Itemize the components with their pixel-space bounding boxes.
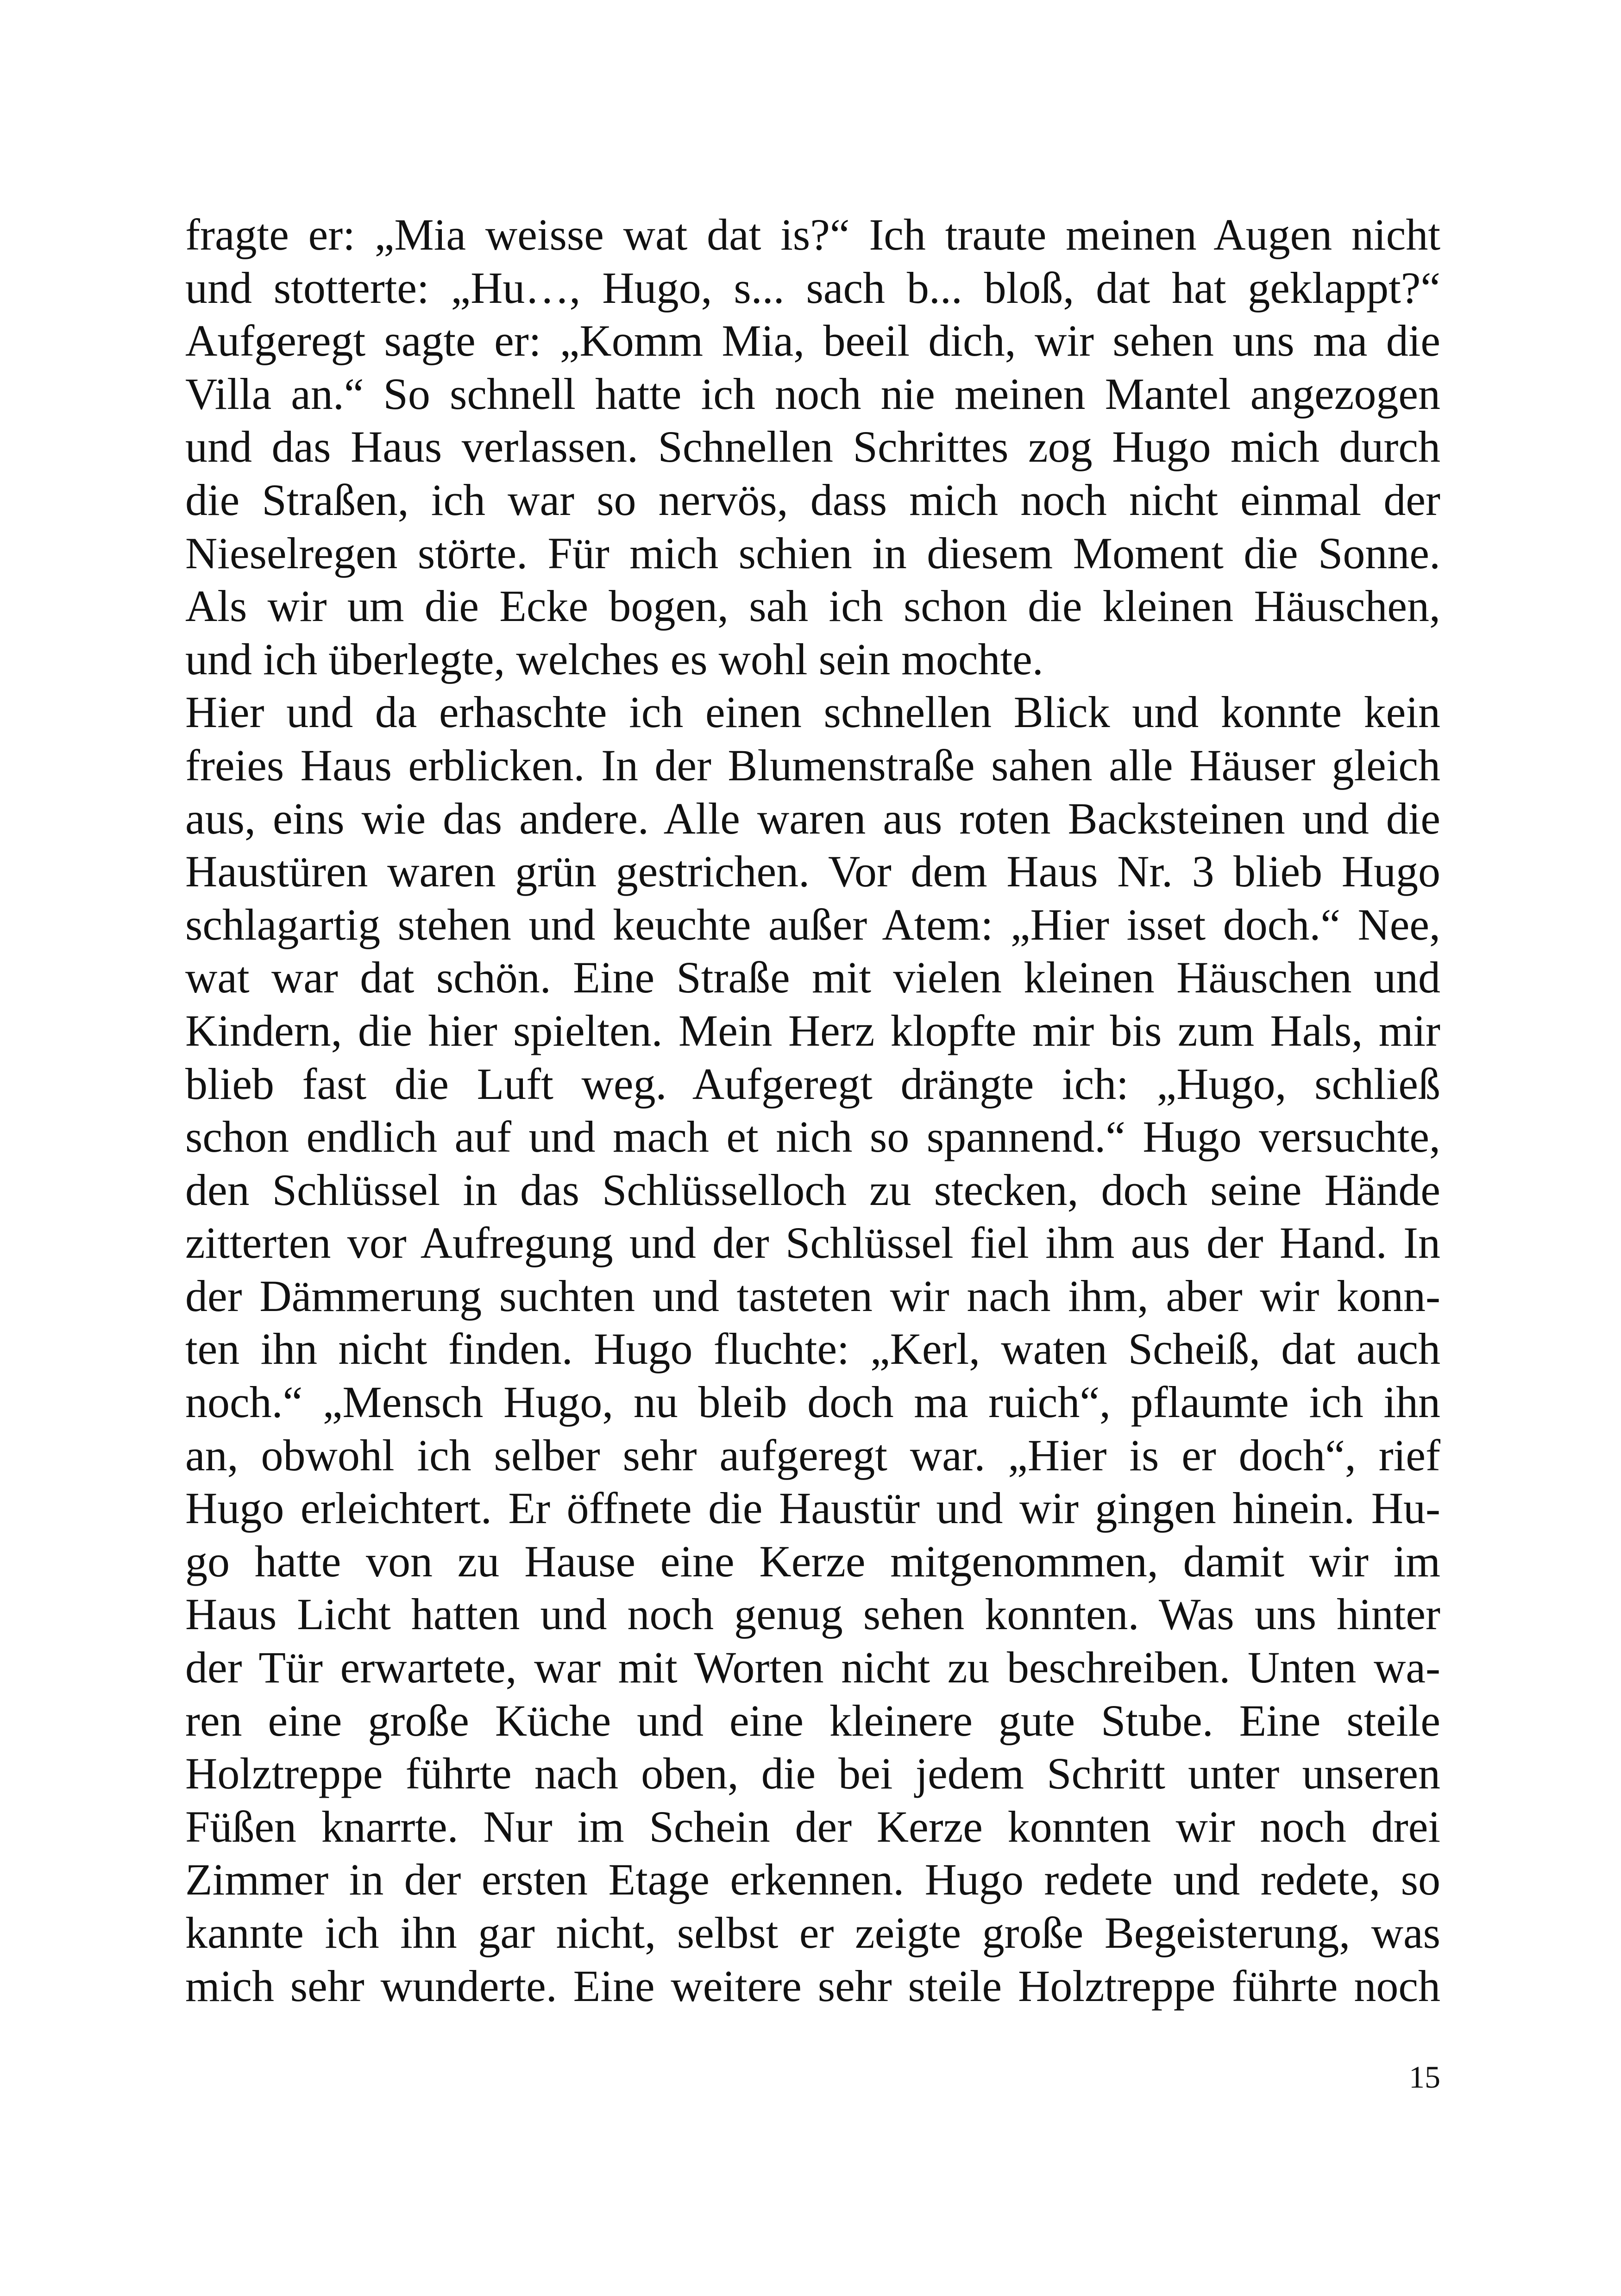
text-line: schon endlich auf und mach et nich so spannend.“ Hugo versuchte, bbox=[185, 1112, 1440, 1162]
text-line: ren eine große Küche und eine kleinere gute Stube. Eine steile bbox=[185, 1695, 1440, 1745]
page-number: 15 bbox=[1409, 2059, 1440, 2095]
text-line: Hier und da erhaschte ich einen schnellen Blick und konnte kein bbox=[185, 687, 1440, 737]
text-line: schlagartig stehen und keuchte außer Atem: „Hier isset doch.“ Nee, bbox=[185, 899, 1440, 949]
text-line: aus, eins wie das andere. Alle waren aus roten Backsteinen und die bbox=[185, 793, 1440, 843]
text-line: Aufgeregt sagte er: „Komm Mia, beeil dich, wir sehen uns ma die bbox=[185, 316, 1440, 366]
text-line: freies Haus erblicken. In der Blumenstraße sahen alle Häuser gleich bbox=[185, 740, 1440, 790]
text-line: Als wir um die Ecke bogen, sah ich schon die kleinen Häuschen, bbox=[185, 581, 1440, 631]
text-line: Kindern, die hier spielten. Mein Herz klopfte mir bis zum Hals, mir bbox=[185, 1005, 1440, 1055]
text-line: fragte er: „Mia weisse wat dat is?“ Ich traute meinen Augen nicht bbox=[185, 210, 1440, 259]
text-line: Füßen knarrte. Nur im Schein der Kerze konnten wir noch drei bbox=[185, 1801, 1440, 1851]
text-line: und stotterte: „Hu…, Hugo, s... sach b... bloß, dat hat geklappt?“ bbox=[185, 263, 1440, 313]
text-line: Haus Licht hatten und noch genug sehen konnten. Was uns hinter bbox=[185, 1589, 1440, 1639]
text-line: blieb fast die Luft weg. Aufgeregt drängte ich: „Hugo, schließ bbox=[185, 1059, 1440, 1109]
text-line: wat war dat schön. Eine Straße mit vielen kleinen Häuschen und bbox=[185, 953, 1440, 1003]
text-line: Holztreppe führte nach oben, die bei jedem Schritt unter unseren bbox=[185, 1749, 1440, 1799]
text-line: noch.“ „Mensch Hugo, nu bleib doch ma ruich“, pflaumte ich ihn bbox=[185, 1377, 1440, 1427]
text-line: den Schlüssel in das Schlüsselloch zu stecken, doch seine Hände bbox=[185, 1165, 1440, 1215]
text-line: go hatte von zu Hause eine Kerze mitgenommen, damit wir im bbox=[185, 1536, 1440, 1586]
text-line: Villa an.“ So schnell hatte ich noch nie meinen Mantel angezogen bbox=[185, 369, 1440, 419]
body-text bbox=[185, 208, 1440, 2013]
text-line: Zimmer in der ersten Etage erkennen. Hugo redete und redete, so bbox=[185, 1855, 1440, 1905]
text-line-paragraph-end: und ich überlegte, welches es wohl sein mochte. bbox=[185, 634, 1043, 684]
text-line: und das Haus verlassen. Schnellen Schrittes zog Hugo mich durch bbox=[185, 422, 1440, 472]
text-line: Nieselregen störte. Für mich schien in diesem Moment die Sonne. bbox=[185, 528, 1440, 578]
text-line: ten ihn nicht finden. Hugo fluchte: „Kerl, waten Scheiß, dat auch bbox=[185, 1324, 1440, 1374]
text-line: die Straßen, ich war so nervös, dass mich noch nicht einmal der bbox=[185, 475, 1440, 525]
text-line: an, obwohl ich selber sehr aufgeregt war. „Hier is er doch“, rief bbox=[185, 1430, 1440, 1480]
text-line: der Tür erwartete, war mit Worten nicht zu beschreiben. Unten wa- bbox=[185, 1643, 1440, 1693]
text-line: Hugo erleichtert. Er öffnete die Haustür und wir gingen hinein. Hu- bbox=[185, 1483, 1440, 1533]
text-line: kannte ich ihn gar nicht, selbst er zeigte große Begeisterung, was bbox=[185, 1908, 1440, 1957]
text-line: Haustüren waren grün gestrichen. Vor dem Haus Nr. 3 blieb Hugo bbox=[185, 847, 1440, 897]
text-line: mich sehr wunderte. Eine weitere sehr steile Holztreppe führte noch bbox=[185, 1961, 1440, 2011]
text-line: der Dämmerung suchten und tasteten wir nach ihm, aber wir konn- bbox=[185, 1271, 1440, 1321]
text-line: zitterten vor Aufregung und der Schlüssel fiel ihm aus der Hand. In bbox=[185, 1218, 1440, 1268]
